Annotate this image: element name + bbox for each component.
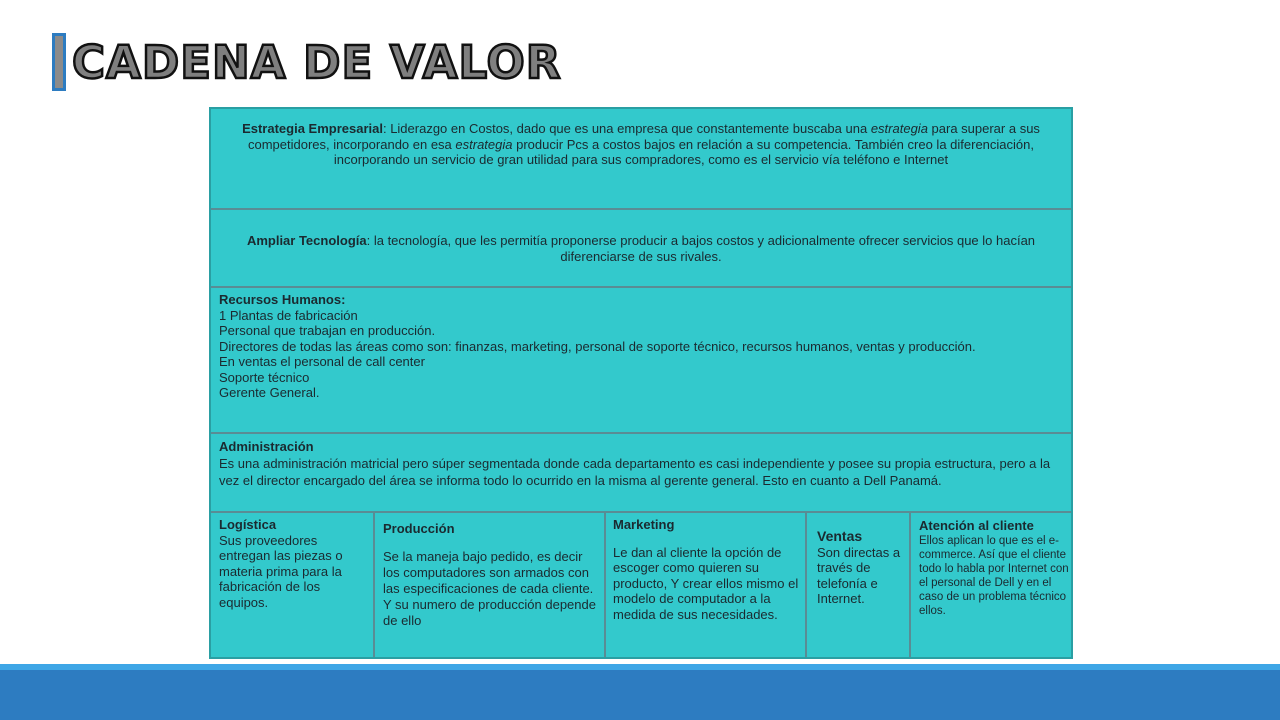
title-accent-bar [52, 33, 66, 91]
marketing-cell [613, 517, 799, 622]
estrategia-cell [225, 121, 1057, 168]
divider-v1 [373, 513, 375, 657]
estrategia-text-2: para superar a sus competidores, incorporando en esa [248, 121, 1040, 152]
recursos-line: Gerente General. [219, 385, 320, 400]
marketing-label: Marketing [613, 517, 675, 532]
produccion-text: Se la maneja bajo pedido, es decir los computadores son armados con las especificaciones de cada cliente. Y su numero de producción depende de ello [383, 549, 596, 628]
administracion-text: Es una administración matricial pero súper segmentada donde cada departamento es casi independiente y posee su propia estructura, pero a la vez el director encargado del área se informa todo lo ocurrido en la misma al gerente general. Esto en cuanto a Dell Panamá. [219, 456, 1051, 488]
divider-v3 [805, 513, 807, 657]
administracion-cell [219, 438, 1065, 489]
produccion-label: Producción [383, 521, 455, 536]
atencion-label: Atención al cliente [919, 518, 1034, 533]
ventas-label: Ventas [817, 528, 863, 544]
estrategia-text-1: : Liderazgo en Costos, dado que es una empresa que constantemente buscaba una [382, 121, 868, 136]
recursos-line: Personal que trabajan en producción. [219, 323, 436, 338]
estrategia-label: Estrategia Empresarial [242, 121, 383, 136]
logistica-cell [219, 517, 369, 610]
recursos-line: Directores de todas las áreas como son: finanzas, marketing, personal de soporte técnico, recursos humanos, ventas y producción. [219, 338, 976, 354]
administracion-label: Administración [219, 439, 314, 454]
logistica-text: Sus proveedores entregan las piezas o materia prima para la fabricación de los equipos. [219, 532, 343, 610]
marketing-text: Le dan al cliente la opción de escoger como quieren su producto, Y crear ellos mismo el modelo de computador a la medida de sus necesidades. [613, 544, 799, 622]
atencion-text: Ellos aplican lo que es el e-commerce. Así que el cliente todo lo habla por Internet con el personal de Dell y en el caso de un problema técnico ellos. [919, 535, 1069, 617]
tecnologia-cell [235, 233, 1047, 264]
produccion-cell [383, 521, 597, 629]
divider-4 [211, 511, 1071, 513]
recursos-line: En ventas el personal de call center [219, 354, 425, 369]
page-title: CADENA DE VALOR [72, 35, 562, 89]
value-chain-diagram [209, 107, 1073, 659]
divider-2 [211, 286, 1071, 288]
tecnologia-label: Ampliar Tecnología [246, 233, 367, 248]
divider-v2 [604, 513, 606, 657]
divider-v4 [909, 513, 911, 657]
ventas-text: Son directas a través de telefonía e Internet. [817, 544, 901, 606]
divider-3 [211, 432, 1071, 434]
title-area [52, 30, 561, 94]
recursos-line: Soporte técnico [219, 369, 310, 385]
recursos-label: Recursos Humanos: [219, 292, 346, 307]
footer-bar [0, 670, 1280, 720]
atencion-cell [919, 519, 1071, 618]
estrategia-italic-1: estrategia [870, 121, 928, 136]
divider-1 [211, 208, 1071, 210]
estrategia-italic-2: estrategia [455, 136, 513, 152]
recursos-line: 1 Plantas de fabricación [219, 307, 358, 323]
estrategia-text-3: producir Pcs a costos bajos en relación a su competencia. También creo la diferenciación, incorporando un servicio de gran utilidad para sus compradores, como es el servicio vía teléfono e Internet [333, 136, 1034, 167]
logistica-label: Logística [219, 517, 277, 532]
recursos-cell [219, 292, 1065, 401]
tecnologia-text: : la tecnología, que les permitía proponerse producir a bajos costos y adicionalmente ofrecer servicios que lo hacían diferenciarse de sus rivales. [366, 233, 1036, 264]
ventas-cell [817, 529, 905, 607]
